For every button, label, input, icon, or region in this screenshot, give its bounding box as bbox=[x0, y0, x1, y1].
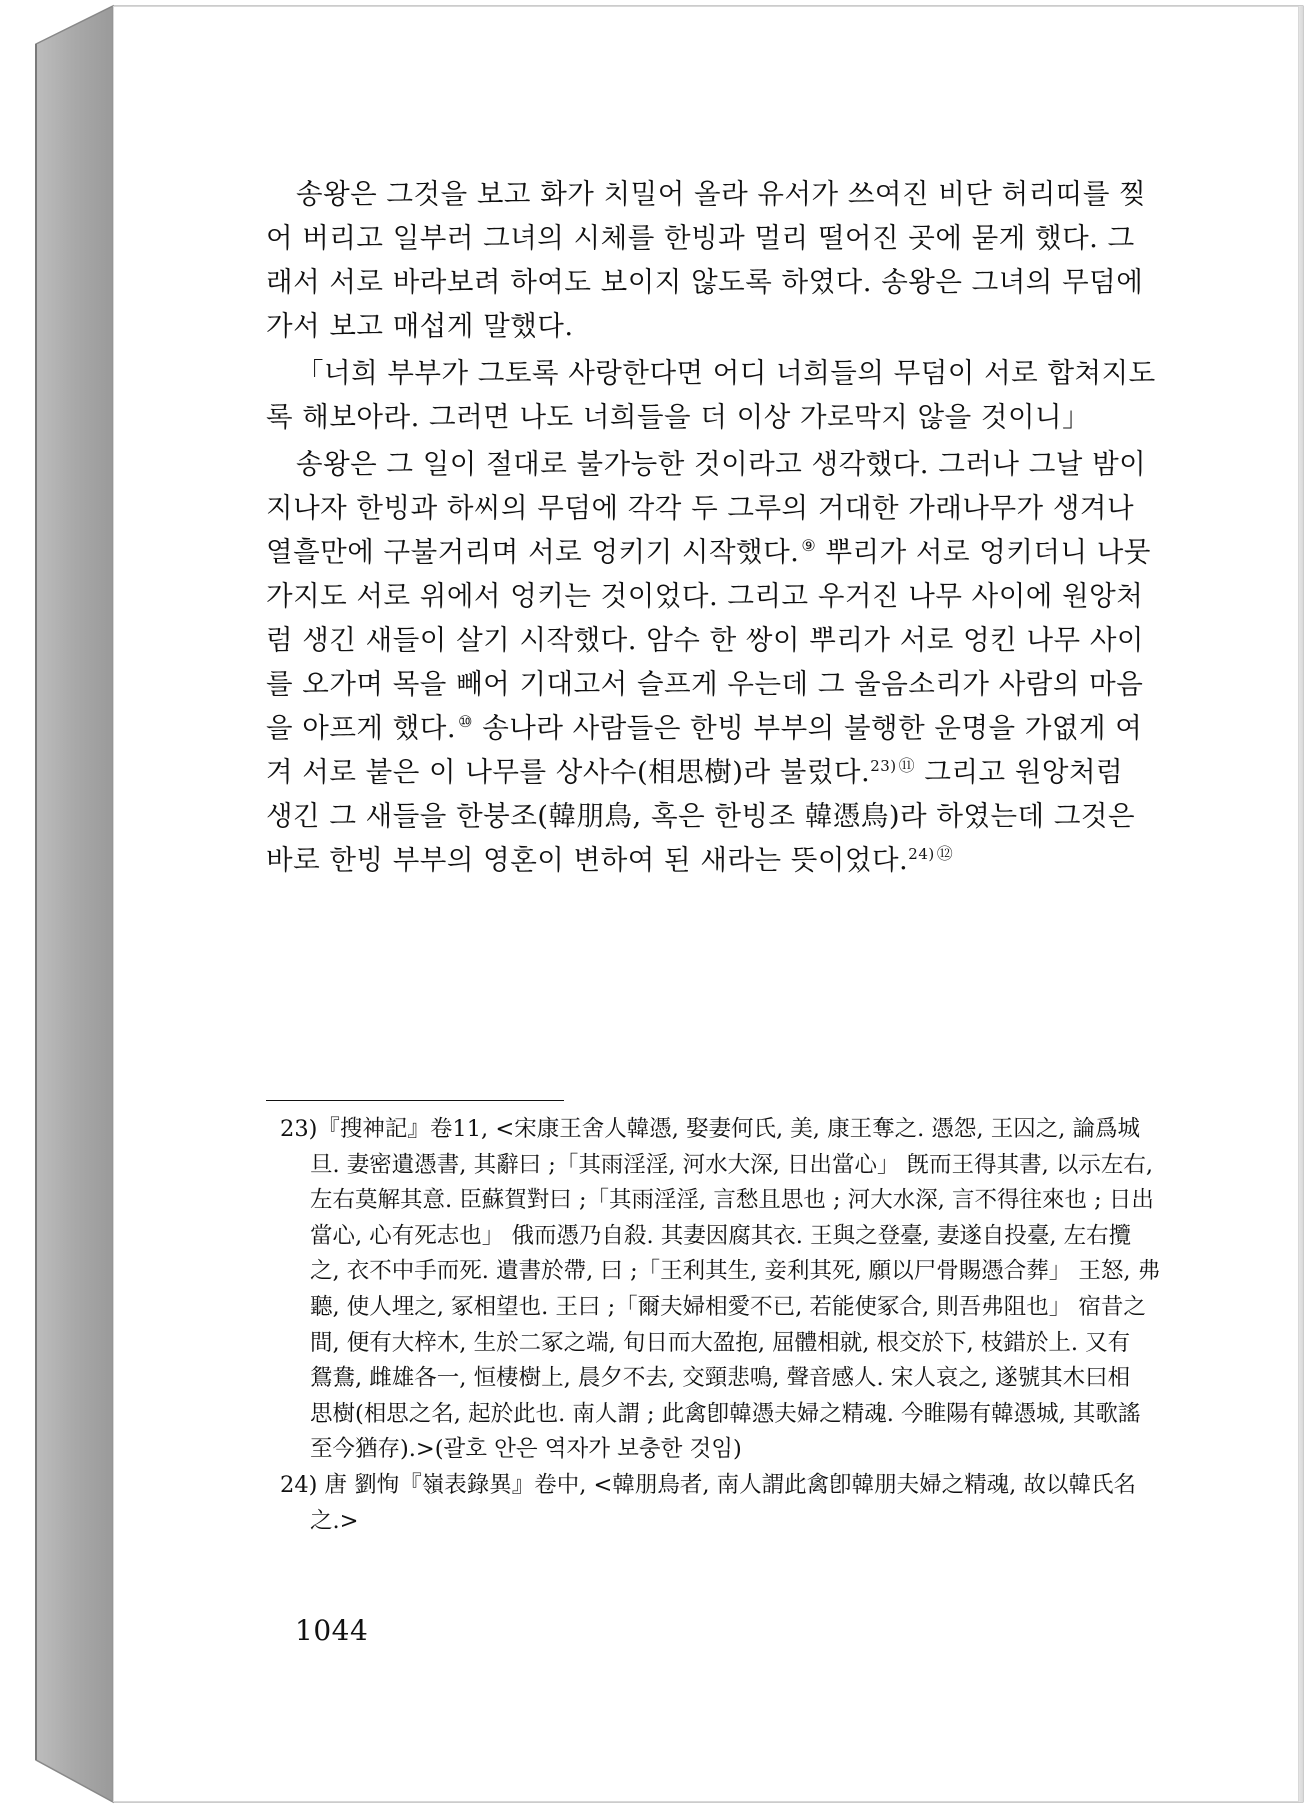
text-line bbox=[266, 530, 1168, 574]
footnotes bbox=[280, 1112, 1170, 1539]
footnote-line: 當心, 心有死志也」 俄而憑乃自殺. 其妻因腐其衣. 王與之登臺, 妻遂自投臺, 左右攬 bbox=[310, 1222, 1132, 1249]
footnote-line: 旦. 妻密遺憑書, 其辭曰 ;「其雨淫淫, 河水大深, 日出當心」 旣而王得其書, 以示左右, bbox=[310, 1151, 1154, 1178]
text-line: 가서 보고 매섭게 말했다. bbox=[266, 310, 574, 342]
footnote-line: 聽, 使人埋之, 冢相望也. 王曰 ;「爾夫婦相愛不已, 若能使冢合, 則吾弗阻也」 宿昔之 bbox=[310, 1293, 1146, 1320]
endnote-marker-10: ⑩ bbox=[458, 711, 473, 731]
text-line: 송왕은 그 일이 절대로 불가능한 것이라고 생각했다. 그러나 그날 밤이 bbox=[296, 448, 1147, 480]
text-line: 럼 생긴 새들이 살기 시작했다. 암수 한 쌍이 뿌리가 서로 엉킨 나무 사이 bbox=[266, 624, 1144, 656]
text-segment: 을 아프게 했다. bbox=[266, 712, 457, 744]
text-line bbox=[266, 706, 1168, 750]
footnote-ref-24: 24) bbox=[908, 844, 935, 863]
quote-paragraph bbox=[266, 351, 1168, 439]
text-segment: 겨 서로 붙은 이 나무를 상사수(相思樹)라 불렀다. bbox=[266, 756, 871, 788]
text-line bbox=[266, 750, 1168, 794]
text-segment: 뿌리가 서로 엉키더니 나뭇 bbox=[825, 536, 1151, 568]
text-line: 「너희 부부가 그토록 사랑한다면 어디 너희들의 무덤이 서로 합쳐지도 bbox=[296, 357, 1156, 389]
endnote-marker-9: ⑨ bbox=[801, 535, 817, 555]
footnote-line: 左右莫解其意. 臣蘇賀對曰 ;「其雨淫淫, 言愁且思也 ; 河大水深, 言不得往來也 ; 日出 bbox=[310, 1187, 1154, 1214]
endnote-marker-12: ⑫ bbox=[936, 843, 954, 863]
text-line bbox=[266, 838, 1168, 882]
text-line: 가지도 서로 위에서 엉키는 것이었다. 그리고 우거진 나무 사이에 원앙처 bbox=[266, 580, 1144, 612]
text-segment: 송나라 사람들은 한빙 부부의 불행한 운명을 가엾게 여 bbox=[482, 712, 1143, 744]
text-segment: 바로 한빙 부부의 영혼이 변하여 된 새라는 뜻이었다. bbox=[266, 844, 909, 876]
text-line: 송왕은 그것을 보고 화가 치밀어 올라 유서가 쓰여진 비단 허리띠를 찢 bbox=[296, 178, 1147, 210]
paragraph bbox=[266, 172, 1168, 348]
text-line: 생긴 그 새들을 한붕조(韓朋鳥, 혹은 한빙조 韓憑鳥)라 하였는데 그것은 bbox=[266, 800, 1136, 832]
paragraph bbox=[266, 442, 1168, 882]
text-segment: 그리고 원앙처럼 bbox=[924, 756, 1124, 788]
footnote-line: 思樹(相思之名, 起於此也. 南人謂 ; 此禽卽韓憑夫婦之精魂. 今睢陽有韓憑城, 其歌謠 bbox=[310, 1400, 1141, 1427]
text-line: 지나자 한빙과 하씨의 무덤에 각각 두 그루의 거대한 가래나무가 생겨나 bbox=[266, 492, 1135, 524]
footnote-line: 24) 唐 劉恂『嶺表錄異』卷中, <韓朋鳥者, 南人謂此禽卽韓朋夫婦之精魂, 故以韓氏名 bbox=[280, 1471, 1136, 1498]
page-number: 1044 bbox=[295, 1614, 369, 1647]
main-text bbox=[266, 172, 1168, 885]
footnote-line: 至今猶存).>(괄호 안은 역자가 보충한 것임) bbox=[310, 1436, 742, 1463]
text-line: 를 오가며 목을 빼어 기대고서 슬프게 우는데 그 울음소리가 사람의 마음 bbox=[266, 668, 1144, 700]
text-line: 어 버리고 일부러 그녀의 시체를 한빙과 멀리 떨어진 곳에 묻게 했다. 그 bbox=[266, 222, 1135, 254]
text-line: 래서 서로 바라보려 하여도 보이지 않도록 하였다. 송왕은 그녀의 무덤에 bbox=[266, 266, 1144, 298]
footnote-rule bbox=[266, 1100, 564, 1101]
footnote-ref-23: 23) bbox=[870, 756, 897, 775]
footnote-line: 間, 便有大梓木, 生於二冢之端, 旬日而大盈抱, 屈體相就, 根交於下, 枝錯於上. 又有 bbox=[310, 1329, 1131, 1356]
footnote-line: 之.> bbox=[310, 1507, 359, 1534]
text-line: 록 해보아라. 그러면 나도 너희들을 더 이상 가로막지 않을 것이니」 bbox=[266, 401, 1091, 433]
footnote-line: 鴛鴦, 雌雄各一, 恒棲樹上, 晨夕不去, 交頸悲鳴, 聲音感人. 宋人哀之, 遂號其木曰相 bbox=[310, 1365, 1131, 1392]
footnote-line: 之, 衣不中手而死. 遺書於帶, 曰 ;「王利其生, 妾利其死, 願以尸骨賜憑合葬」 王怒, 弗 bbox=[310, 1258, 1161, 1285]
footnote-line: 23)『搜神記』卷11, <宋康王舍人韓憑, 娶妻何氏, 美, 康王奪之. 憑怨, 王囚之, 論爲城 bbox=[280, 1116, 1141, 1142]
text-segment: 열흘만에 구불거리며 서로 엉키기 시작했다. bbox=[266, 536, 800, 568]
endnote-marker-11: ⑪ bbox=[898, 755, 916, 775]
